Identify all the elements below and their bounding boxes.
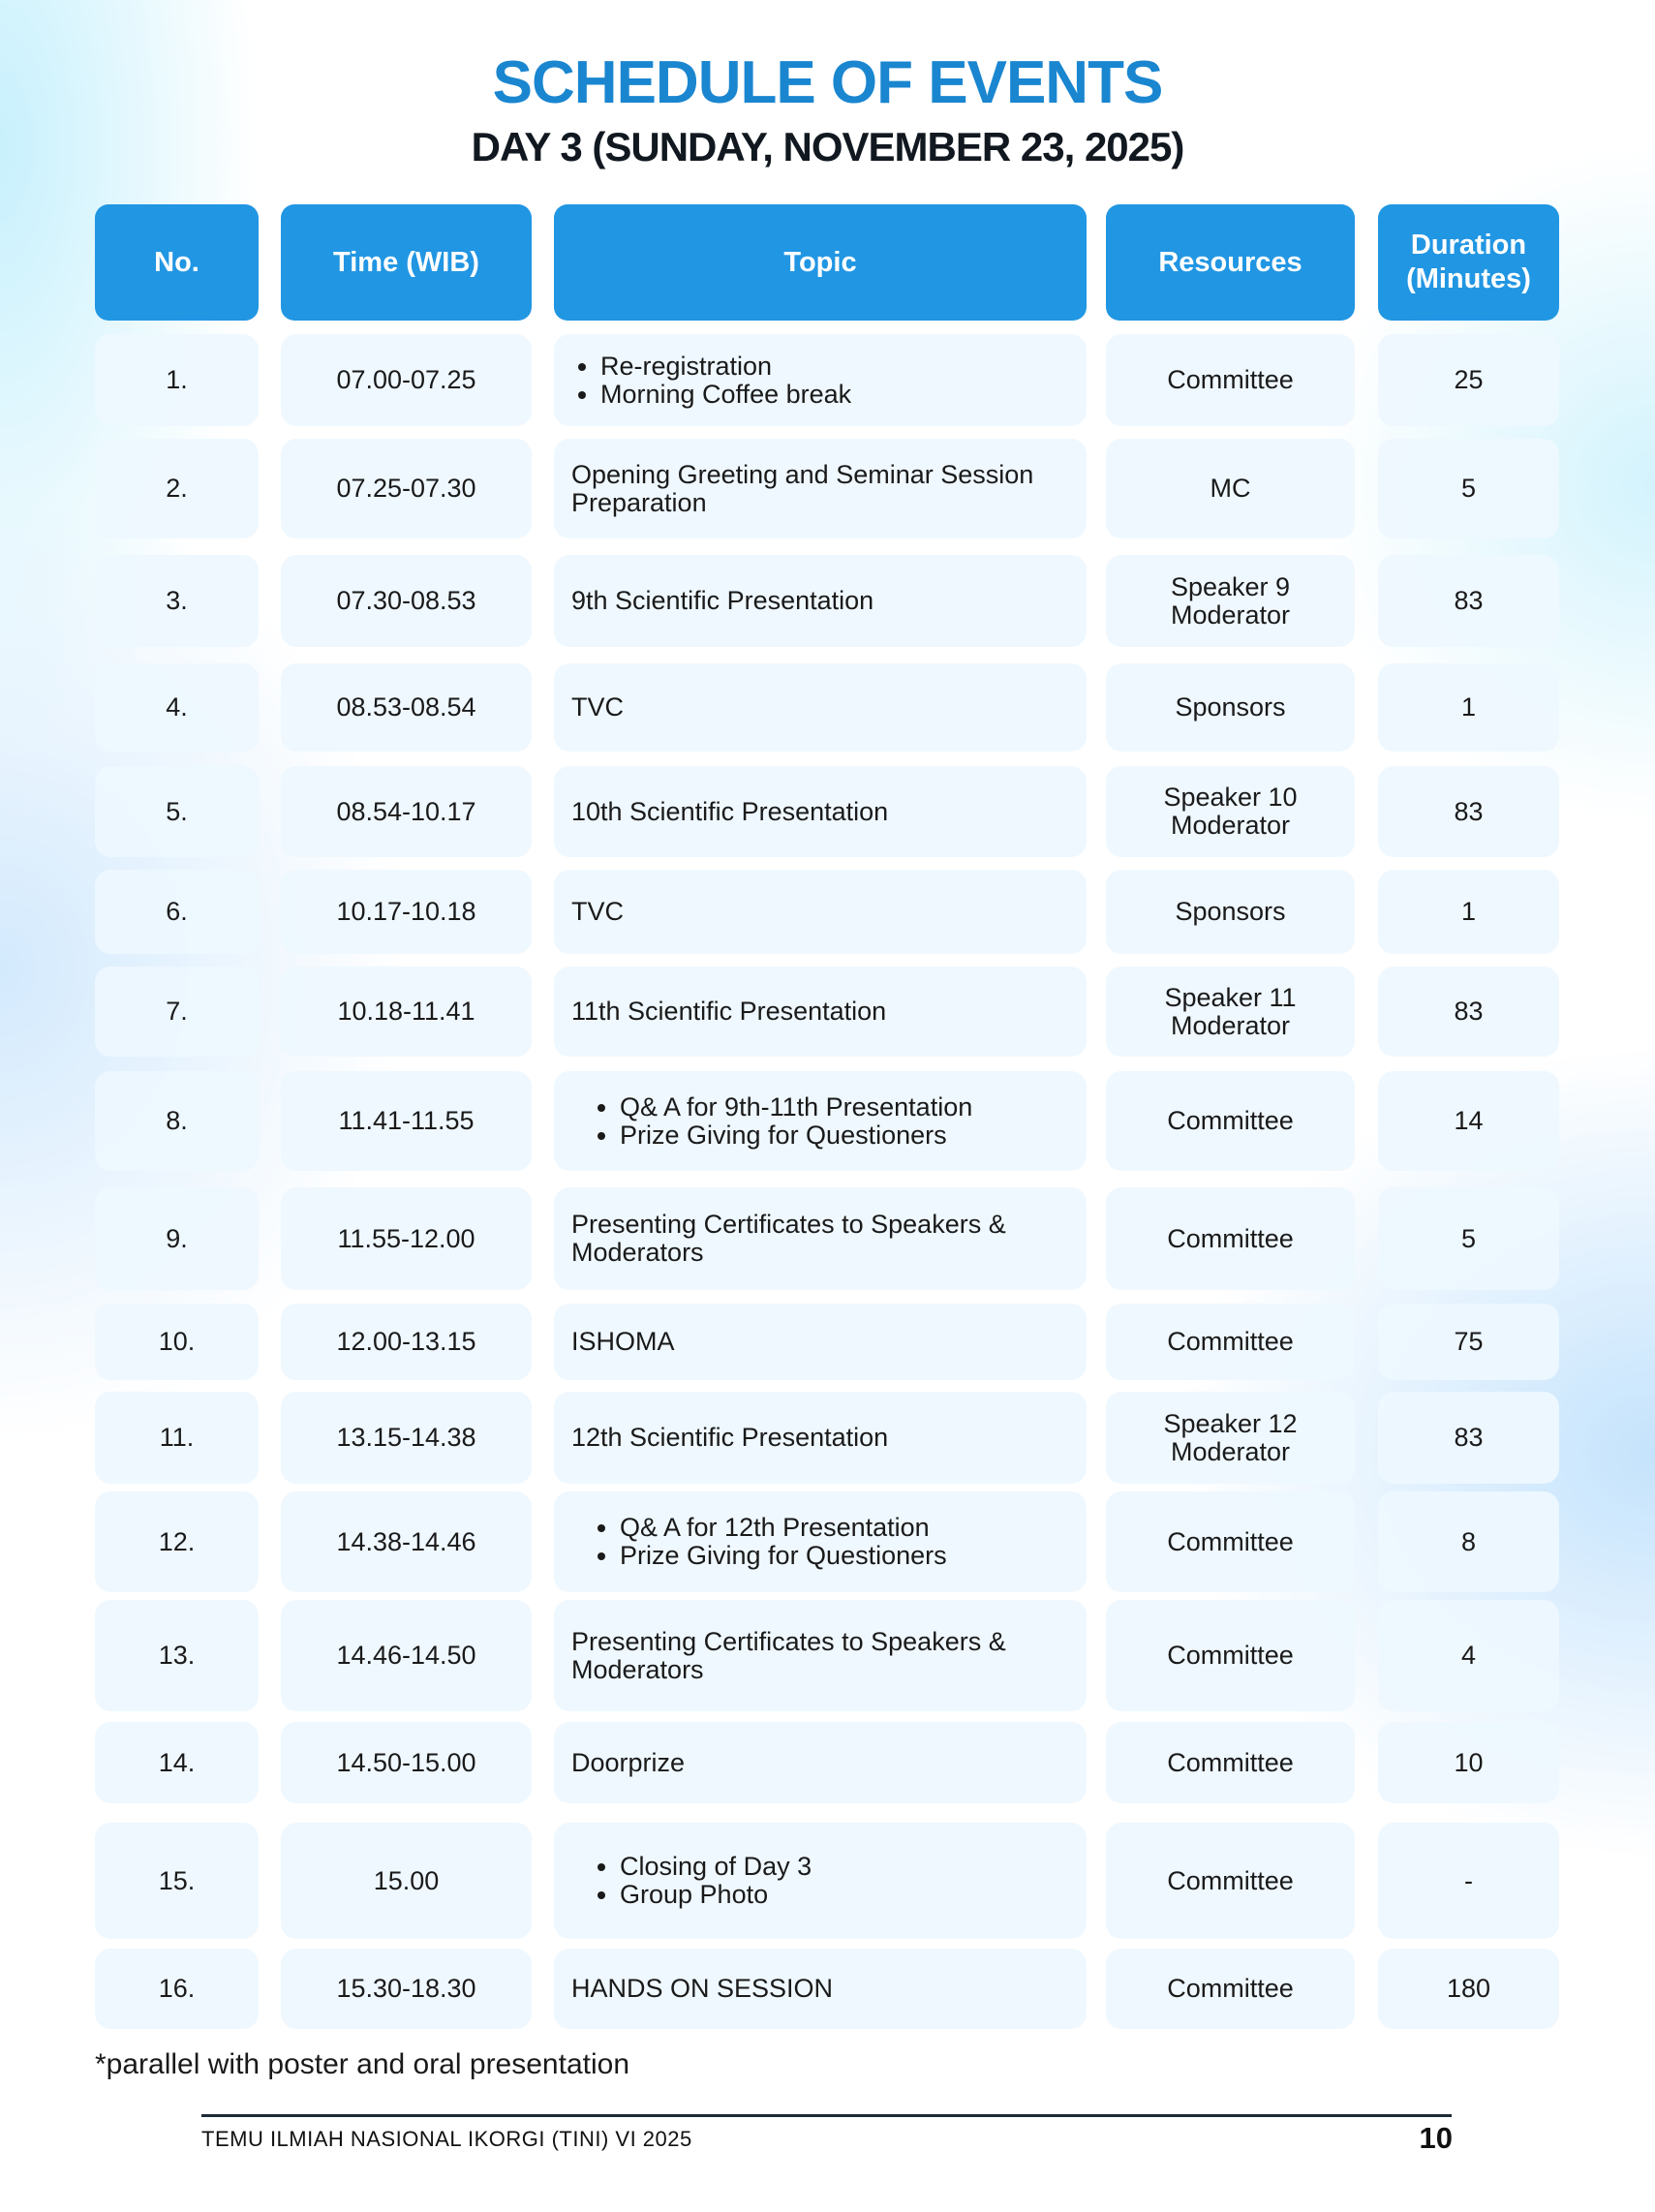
row-time: 08.54-10.17 [281,766,532,857]
row-resources [1106,1304,1355,1380]
row-resources [1106,1187,1355,1290]
row-duration: 1 [1378,663,1559,752]
row-duration: 83 [1378,766,1559,857]
row-topic: 10th Scientific Presentation [554,766,1087,857]
resource-line: Committee [1167,1974,1294,2003]
column-header-duration [1378,204,1559,321]
row-time: 15.30-18.30 [281,1949,532,2029]
resource-line: Sponsors [1175,897,1286,926]
row-time: 14.46-14.50 [281,1600,532,1711]
row-resources [1106,1600,1355,1711]
row-resources [1106,439,1355,538]
row-time: 10.18-11.41 [281,967,532,1057]
topic-bullet-item: • Group Photo [620,1881,812,1909]
row-number: 7. [95,967,259,1057]
footnote: *parallel with poster and oral presentation [95,2048,629,2080]
row-resources [1106,1722,1355,1803]
row-time: 15.00 [281,1823,532,1939]
row-number: 10. [95,1304,259,1380]
resource-line: Sponsors [1175,692,1286,722]
row-duration: 1 [1378,870,1559,954]
resource-line: Committee [1167,1327,1294,1356]
column-header-topic: Topic [554,204,1087,321]
row-resources [1106,870,1355,954]
footer-text: TEMU ILMIAH NASIONAL IKORGI (TINI) VI 2025 [201,2127,692,2151]
topic-bullet-list [571,1853,812,1909]
row-topic: Presenting Certificates to Speakers & Moderators [554,1600,1087,1711]
row-topic [554,1071,1087,1171]
row-duration: 83 [1378,967,1559,1057]
row-duration: 83 [1378,1392,1559,1484]
resource-line: Moderator [1170,1436,1291,1466]
row-number: 1. [95,334,259,426]
row-time: 11.41-11.55 [281,1071,532,1171]
row-time: 11.55-12.00 [281,1187,532,1290]
column-header-time: Time (WIB) [281,204,532,321]
topic-bullet-item: • Q& A for 9th-11th Presentation [620,1093,972,1121]
row-resources [1106,334,1355,426]
topic-bullet-item: • Morning Coffee break [600,381,851,409]
row-topic: Presenting Certificates to Speakers & Moderators [554,1187,1087,1290]
row-number: 6. [95,870,259,954]
resource-line: Speaker 12 [1163,1408,1298,1438]
page-title: SCHEDULE OF EVENTS [492,49,1163,116]
row-topic: Doorprize [554,1722,1087,1803]
row-number: 2. [95,439,259,538]
resource-line: Committee [1167,1865,1294,1895]
topic-bullet-item: • Prize Giving for Questioners [620,1121,972,1150]
row-resources [1106,766,1355,857]
resource-line: Committee [1167,1526,1294,1556]
row-resources [1106,967,1355,1057]
row-number: 3. [95,555,259,647]
row-resources [1106,1392,1355,1484]
column-header-no: No. [95,204,259,321]
row-resources [1106,555,1355,647]
row-time: 14.50-15.00 [281,1722,532,1803]
resource-line: Moderator [1170,811,1291,840]
resource-line: Committee [1167,1641,1294,1670]
page-number: 10 [1419,2121,1453,2155]
row-time: 07.30-08.53 [281,555,532,647]
row-resources [1106,663,1355,752]
row-topic: TVC [554,870,1087,954]
row-topic: TVC [554,663,1087,752]
row-number: 15. [95,1823,259,1939]
row-resources [1106,1491,1355,1592]
resource-line: Committee [1167,1106,1294,1135]
row-topic: HANDS ON SESSION [554,1949,1087,2029]
resource-line: Speaker 10 [1163,783,1298,812]
row-duration: 14 [1378,1071,1559,1171]
row-resources [1106,1949,1355,2029]
row-duration: 10 [1378,1722,1559,1803]
row-duration: - [1378,1823,1559,1939]
row-topic: Opening Greeting and Seminar Session Preparation [554,439,1087,538]
row-topic [554,1491,1087,1592]
row-number: 9. [95,1187,259,1290]
row-time: 07.25-07.30 [281,439,532,538]
row-time: 12.00-13.15 [281,1304,532,1380]
resource-line: MC [1210,474,1251,503]
row-duration: 8 [1378,1491,1559,1592]
row-duration: 5 [1378,1187,1559,1290]
resource-line: Moderator [1170,599,1291,630]
row-duration: 4 [1378,1600,1559,1711]
row-topic: ISHOMA [554,1304,1087,1380]
row-duration: 180 [1378,1949,1559,2029]
topic-bullet-item: • Closing of Day 3 [620,1853,812,1881]
row-number: 16. [95,1949,259,2029]
row-number: 14. [95,1722,259,1803]
column-header-resources: Resources [1106,204,1355,321]
row-resources [1106,1823,1355,1939]
row-duration: 83 [1378,555,1559,647]
topic-bullet-item: • Re-registration [600,353,851,381]
row-number: 13. [95,1600,259,1711]
row-time: 07.00-07.25 [281,334,532,426]
row-topic: 11th Scientific Presentation [554,967,1087,1057]
topic-bullet-list [571,353,851,409]
topic-bullet-list [571,1514,947,1570]
row-duration: 5 [1378,439,1559,538]
row-time: 10.17-10.18 [281,870,532,954]
row-topic [554,1823,1087,1939]
row-topic: 12th Scientific Presentation [554,1392,1087,1484]
row-topic: 9th Scientific Presentation [554,555,1087,647]
duration-header-text: Duration (Minutes) [1406,230,1531,294]
row-resources [1106,1071,1355,1171]
resource-line: Speaker 11 [1164,982,1297,1012]
page-subtitle: DAY 3 (SUNDAY, NOVEMBER 23, 2025) [471,124,1184,169]
row-number: 11. [95,1392,259,1484]
row-time: 08.53-08.54 [281,663,532,752]
resource-line: Committee [1167,1747,1294,1777]
row-duration: 25 [1378,334,1559,426]
row-topic [554,334,1087,426]
row-number: 4. [95,663,259,752]
topic-bullet-list [571,1093,972,1150]
topic-bullet-item: • Prize Giving for Questioners [620,1542,947,1570]
resource-line: Committee [1167,1223,1294,1253]
resource-line: Speaker 9 [1170,571,1291,601]
row-number: 5. [95,766,259,857]
row-time: 14.38-14.46 [281,1491,532,1592]
resource-line: Moderator [1170,1010,1291,1040]
row-number: 12. [95,1491,259,1592]
row-duration: 75 [1378,1304,1559,1380]
row-number: 8. [95,1071,259,1171]
row-time: 13.15-14.38 [281,1392,532,1484]
topic-bullet-item: • Q& A for 12th Presentation [620,1514,947,1542]
resource-line: Committee [1167,365,1294,394]
footer-divider [201,2114,1452,2117]
